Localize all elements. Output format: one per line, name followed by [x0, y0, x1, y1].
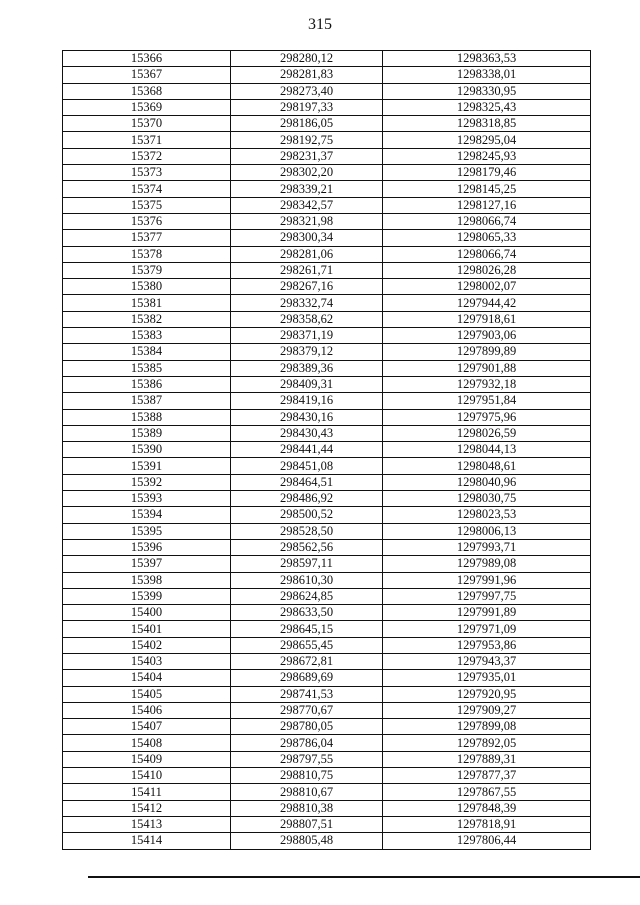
point-number-cell: 15391 — [63, 458, 231, 474]
point-number-cell: 15367 — [63, 67, 231, 83]
table-row — [63, 99, 591, 115]
y-coordinate-cell: 1298048,61 — [383, 458, 591, 474]
y-coordinate-cell: 1297848,39 — [383, 800, 591, 816]
x-coordinate-cell: 298419,16 — [231, 393, 383, 409]
y-coordinate-cell: 1297971,09 — [383, 621, 591, 637]
x-coordinate-cell: 298281,06 — [231, 246, 383, 262]
point-number-cell: 15381 — [63, 295, 231, 311]
y-coordinate-cell: 1298040,96 — [383, 474, 591, 490]
x-coordinate-cell: 298597,11 — [231, 556, 383, 572]
x-coordinate-cell: 298197,33 — [231, 99, 383, 115]
table-row — [63, 132, 591, 148]
table-row — [63, 328, 591, 344]
table-row — [63, 605, 591, 621]
y-coordinate-cell: 1297991,89 — [383, 605, 591, 621]
point-number-cell: 15370 — [63, 116, 231, 132]
x-coordinate-cell: 298562,56 — [231, 539, 383, 555]
table-row — [63, 702, 591, 718]
point-number-cell: 15410 — [63, 768, 231, 784]
point-number-cell: 15413 — [63, 816, 231, 832]
x-coordinate-cell: 298786,04 — [231, 735, 383, 751]
table-row — [63, 800, 591, 816]
point-number-cell: 15387 — [63, 393, 231, 409]
coordinates-table — [62, 50, 591, 850]
table-row — [63, 344, 591, 360]
point-number-cell: 15414 — [63, 833, 231, 849]
point-number-cell: 15366 — [63, 51, 231, 67]
table-row — [63, 376, 591, 392]
table-row — [63, 621, 591, 637]
y-coordinate-cell: 1297892,05 — [383, 735, 591, 751]
page-number: 315 — [308, 16, 332, 33]
x-coordinate-cell: 298371,19 — [231, 328, 383, 344]
table-row — [63, 197, 591, 213]
table-row — [63, 653, 591, 669]
table-row — [63, 539, 591, 555]
y-coordinate-cell: 1298145,25 — [383, 181, 591, 197]
table-row — [63, 311, 591, 327]
x-coordinate-cell: 298807,51 — [231, 816, 383, 832]
table-row — [63, 588, 591, 604]
point-number-cell: 15368 — [63, 83, 231, 99]
y-coordinate-cell: 1297997,75 — [383, 588, 591, 604]
table-row — [63, 637, 591, 653]
table-row — [63, 83, 591, 99]
point-number-cell: 15385 — [63, 360, 231, 376]
y-coordinate-cell: 1298330,95 — [383, 83, 591, 99]
x-coordinate-cell: 298192,75 — [231, 132, 383, 148]
y-coordinate-cell: 1297877,37 — [383, 768, 591, 784]
point-number-cell: 15377 — [63, 230, 231, 246]
y-coordinate-cell: 1298044,13 — [383, 442, 591, 458]
point-number-cell: 15375 — [63, 197, 231, 213]
point-number-cell: 15386 — [63, 376, 231, 392]
point-number-cell: 15401 — [63, 621, 231, 637]
point-number-cell: 15402 — [63, 637, 231, 653]
point-number-cell: 15371 — [63, 132, 231, 148]
y-coordinate-cell: 1298006,13 — [383, 523, 591, 539]
x-coordinate-cell: 298464,51 — [231, 474, 383, 490]
x-coordinate-cell: 298633,50 — [231, 605, 383, 621]
point-number-cell: 15398 — [63, 572, 231, 588]
table-row — [63, 719, 591, 735]
x-coordinate-cell: 298281,83 — [231, 67, 383, 83]
x-coordinate-cell: 298624,85 — [231, 588, 383, 604]
x-coordinate-cell: 298741,53 — [231, 686, 383, 702]
table-row — [63, 295, 591, 311]
y-coordinate-cell: 1297903,06 — [383, 328, 591, 344]
table-row — [63, 360, 591, 376]
x-coordinate-cell: 298451,08 — [231, 458, 383, 474]
x-coordinate-cell: 298261,71 — [231, 262, 383, 278]
y-coordinate-cell: 1298066,74 — [383, 246, 591, 262]
point-number-cell: 15384 — [63, 344, 231, 360]
table-row — [63, 751, 591, 767]
point-number-cell: 15406 — [63, 702, 231, 718]
y-coordinate-cell: 1297918,61 — [383, 311, 591, 327]
x-coordinate-cell: 298339,21 — [231, 181, 383, 197]
y-coordinate-cell: 1297920,95 — [383, 686, 591, 702]
x-coordinate-cell: 298186,05 — [231, 116, 383, 132]
x-coordinate-cell: 298805,48 — [231, 833, 383, 849]
y-coordinate-cell: 1297899,08 — [383, 719, 591, 735]
point-number-cell: 15376 — [63, 213, 231, 229]
y-coordinate-cell: 1297899,89 — [383, 344, 591, 360]
table-row — [63, 491, 591, 507]
x-coordinate-cell: 298409,31 — [231, 376, 383, 392]
x-coordinate-cell: 298655,45 — [231, 637, 383, 653]
table-row — [63, 833, 591, 849]
y-coordinate-cell: 1297944,42 — [383, 295, 591, 311]
point-number-cell: 15373 — [63, 165, 231, 181]
y-coordinate-cell: 1298318,85 — [383, 116, 591, 132]
y-coordinate-cell: 1298026,59 — [383, 425, 591, 441]
y-coordinate-cell: 1298179,46 — [383, 165, 591, 181]
y-coordinate-cell: 1298065,33 — [383, 230, 591, 246]
x-coordinate-cell: 298280,12 — [231, 51, 383, 67]
y-coordinate-cell: 1298245,93 — [383, 148, 591, 164]
x-coordinate-cell: 298231,37 — [231, 148, 383, 164]
x-coordinate-cell: 298780,05 — [231, 719, 383, 735]
point-number-cell: 15395 — [63, 523, 231, 539]
x-coordinate-cell: 298610,30 — [231, 572, 383, 588]
x-coordinate-cell: 298810,75 — [231, 768, 383, 784]
y-coordinate-cell: 1298295,04 — [383, 132, 591, 148]
table-row — [63, 148, 591, 164]
y-coordinate-cell: 1298002,07 — [383, 279, 591, 295]
table-row — [63, 816, 591, 832]
y-coordinate-cell: 1297993,71 — [383, 539, 591, 555]
table-row — [63, 165, 591, 181]
x-coordinate-cell: 298810,67 — [231, 784, 383, 800]
point-number-cell: 15392 — [63, 474, 231, 490]
point-number-cell: 15393 — [63, 491, 231, 507]
point-number-cell: 15378 — [63, 246, 231, 262]
table-row — [63, 686, 591, 702]
x-coordinate-cell: 298342,57 — [231, 197, 383, 213]
point-number-cell: 15380 — [63, 279, 231, 295]
y-coordinate-cell: 1297951,84 — [383, 393, 591, 409]
y-coordinate-cell: 1297818,91 — [383, 816, 591, 832]
table-row — [63, 784, 591, 800]
point-number-cell: 15400 — [63, 605, 231, 621]
y-coordinate-cell: 1297909,27 — [383, 702, 591, 718]
table-row — [63, 213, 591, 229]
x-coordinate-cell: 298770,67 — [231, 702, 383, 718]
x-coordinate-cell: 298486,92 — [231, 491, 383, 507]
point-number-cell: 15399 — [63, 588, 231, 604]
point-number-cell: 15383 — [63, 328, 231, 344]
table-row — [63, 474, 591, 490]
y-coordinate-cell: 1298030,75 — [383, 491, 591, 507]
point-number-cell: 15407 — [63, 719, 231, 735]
point-number-cell: 15409 — [63, 751, 231, 767]
table-row — [63, 425, 591, 441]
x-coordinate-cell: 298379,12 — [231, 344, 383, 360]
y-coordinate-cell: 1298325,43 — [383, 99, 591, 115]
table-row — [63, 458, 591, 474]
table-row — [63, 409, 591, 425]
y-coordinate-cell: 1297932,18 — [383, 376, 591, 392]
table-row — [63, 735, 591, 751]
table-row — [63, 523, 591, 539]
y-coordinate-cell: 1298127,16 — [383, 197, 591, 213]
x-coordinate-cell: 298430,16 — [231, 409, 383, 425]
y-coordinate-cell: 1297935,01 — [383, 670, 591, 686]
table-row — [63, 181, 591, 197]
table-row — [63, 442, 591, 458]
y-coordinate-cell: 1297975,96 — [383, 409, 591, 425]
point-number-cell: 15379 — [63, 262, 231, 278]
x-coordinate-cell: 298441,44 — [231, 442, 383, 458]
table-row — [63, 51, 591, 67]
table-row — [63, 279, 591, 295]
y-coordinate-cell: 1298023,53 — [383, 507, 591, 523]
x-coordinate-cell: 298300,34 — [231, 230, 383, 246]
y-coordinate-cell: 1298026,28 — [383, 262, 591, 278]
table-row — [63, 572, 591, 588]
table-row — [63, 670, 591, 686]
y-coordinate-cell: 1298066,74 — [383, 213, 591, 229]
table-row — [63, 230, 591, 246]
x-coordinate-cell: 298689,69 — [231, 670, 383, 686]
x-coordinate-cell: 298302,20 — [231, 165, 383, 181]
y-coordinate-cell: 1297991,96 — [383, 572, 591, 588]
table-row — [63, 262, 591, 278]
point-number-cell: 15411 — [63, 784, 231, 800]
coordinates-table-body — [63, 51, 591, 850]
point-number-cell: 15412 — [63, 800, 231, 816]
x-coordinate-cell: 298332,74 — [231, 295, 383, 311]
x-coordinate-cell: 298500,52 — [231, 507, 383, 523]
y-coordinate-cell: 1297806,44 — [383, 833, 591, 849]
table-row — [63, 67, 591, 83]
y-coordinate-cell: 1297901,88 — [383, 360, 591, 376]
table-row — [63, 116, 591, 132]
x-coordinate-cell: 298528,50 — [231, 523, 383, 539]
x-coordinate-cell: 298358,62 — [231, 311, 383, 327]
x-coordinate-cell: 298267,16 — [231, 279, 383, 295]
y-coordinate-cell: 1298363,53 — [383, 51, 591, 67]
point-number-cell: 15403 — [63, 653, 231, 669]
table-row — [63, 393, 591, 409]
point-number-cell: 15396 — [63, 539, 231, 555]
table-row — [63, 507, 591, 523]
x-coordinate-cell: 298645,15 — [231, 621, 383, 637]
x-coordinate-cell: 298672,81 — [231, 653, 383, 669]
x-coordinate-cell: 298430,43 — [231, 425, 383, 441]
table-row — [63, 556, 591, 572]
point-number-cell: 15389 — [63, 425, 231, 441]
x-coordinate-cell: 298389,36 — [231, 360, 383, 376]
x-coordinate-cell: 298273,40 — [231, 83, 383, 99]
table-row — [63, 768, 591, 784]
y-coordinate-cell: 1297867,55 — [383, 784, 591, 800]
x-coordinate-cell: 298321,98 — [231, 213, 383, 229]
point-number-cell: 15405 — [63, 686, 231, 702]
y-coordinate-cell: 1297943,37 — [383, 653, 591, 669]
point-number-cell: 15372 — [63, 148, 231, 164]
point-number-cell: 15382 — [63, 311, 231, 327]
y-coordinate-cell: 1297953,86 — [383, 637, 591, 653]
point-number-cell: 15397 — [63, 556, 231, 572]
y-coordinate-cell: 1297989,08 — [383, 556, 591, 572]
y-coordinate-cell: 1298338,01 — [383, 67, 591, 83]
table-row — [63, 246, 591, 262]
point-number-cell: 15369 — [63, 99, 231, 115]
x-coordinate-cell: 298797,55 — [231, 751, 383, 767]
point-number-cell: 15374 — [63, 181, 231, 197]
point-number-cell: 15394 — [63, 507, 231, 523]
bottom-rule — [88, 876, 640, 878]
x-coordinate-cell: 298810,38 — [231, 800, 383, 816]
point-number-cell: 15408 — [63, 735, 231, 751]
point-number-cell: 15388 — [63, 409, 231, 425]
point-number-cell: 15404 — [63, 670, 231, 686]
y-coordinate-cell: 1297889,31 — [383, 751, 591, 767]
point-number-cell: 15390 — [63, 442, 231, 458]
